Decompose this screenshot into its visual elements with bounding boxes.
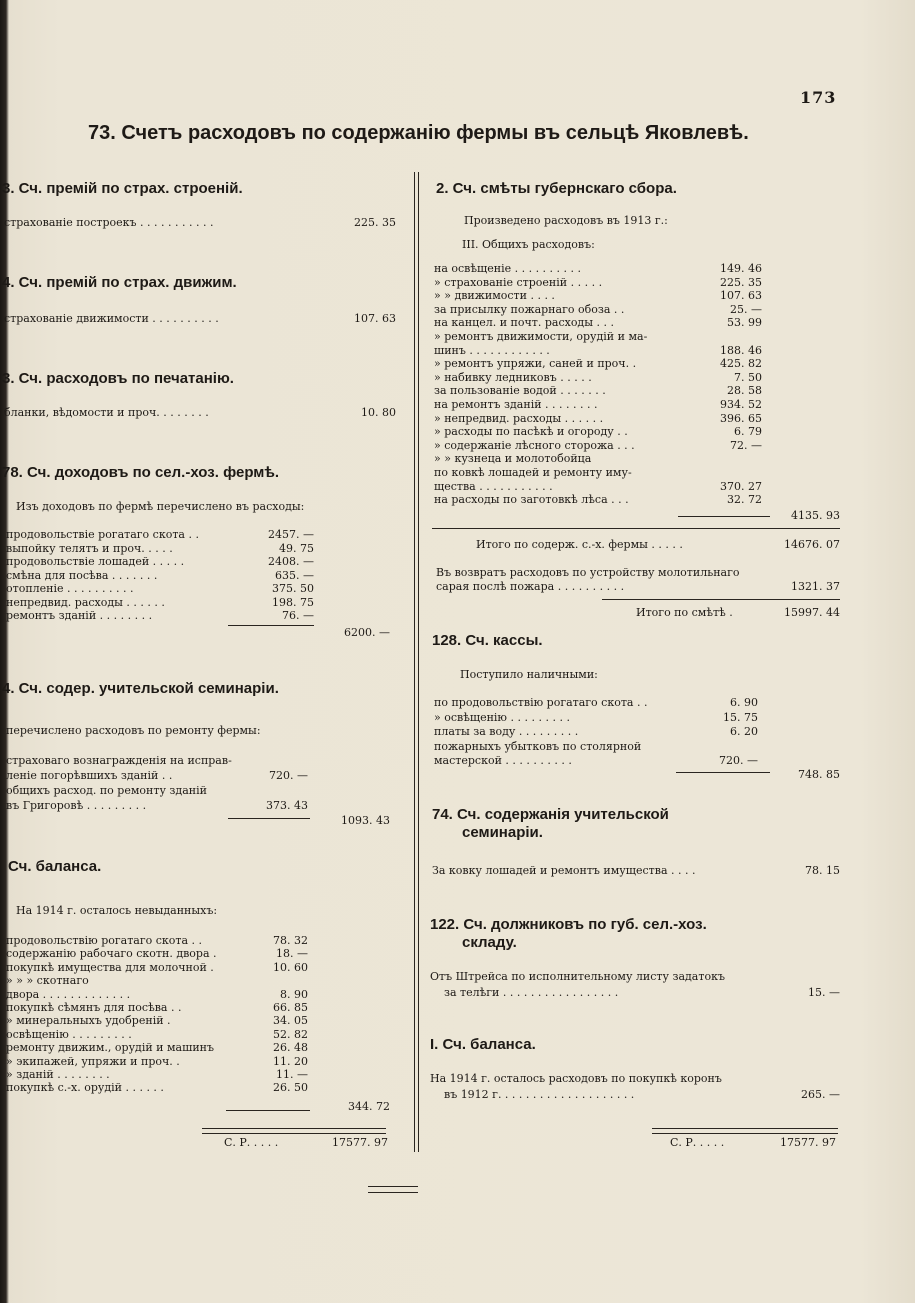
- entry-value: 15. —: [808, 986, 840, 999]
- entry-label: » ремонтъ движимости, орудій и ма-: [434, 330, 648, 343]
- entry-label: продовольствію рогатаго скота . .: [6, 934, 203, 947]
- page-title: 73. Счетъ расходовъ по содержанію фермы въ сельцѣ Яковлевѣ.: [88, 122, 749, 144]
- total-value: 15997. 44: [784, 606, 840, 619]
- entry-label: на освѣщеніе . . . . . . . . . .: [434, 262, 582, 275]
- entry-label: въ 1912 г. . . . . . . . . . . . . . . . . . . .: [444, 1088, 635, 1101]
- entry-value: 52. 82: [273, 1027, 308, 1041]
- entry-value: 6. 20: [730, 725, 758, 738]
- grand-total-label: С. Р. . . . .: [224, 1136, 279, 1149]
- sum-rule: [228, 625, 314, 626]
- grand-total-rule: [652, 1128, 838, 1134]
- sum-rule: [432, 528, 840, 529]
- entry-value: 2457. —: [268, 528, 314, 541]
- entry-label: » непредвид. расходы . . . . . .: [434, 411, 604, 425]
- entry-value: 76. —: [282, 609, 314, 622]
- sum-rule: [228, 818, 310, 819]
- entry-label: » содержаніе лѣсного сторожа . . .: [434, 438, 635, 452]
- entry-value: 78. 32: [273, 934, 308, 947]
- entry-value: 149. 46: [720, 262, 762, 275]
- section-heading: 3. Сч. расходовъ по печатанію.: [2, 370, 234, 387]
- sum-rule: [678, 516, 770, 517]
- entry-value: 635. —: [275, 568, 314, 582]
- column-divider: [418, 172, 419, 1152]
- entry-value: 15. 75: [723, 710, 758, 724]
- entry-label: продовольствіе рогатаго скота . .: [6, 528, 199, 541]
- section-heading: I. Сч. баланса.: [430, 1036, 536, 1053]
- entry-value: 6. 90: [730, 696, 758, 709]
- entry-value: 11. 20: [273, 1054, 308, 1068]
- entry-value: 720. —: [269, 769, 308, 782]
- entry-value: 7. 50: [734, 370, 762, 384]
- entry-label: на ремонтъ зданій . . . . . . . .: [434, 398, 598, 411]
- entry-label: непредвид. расходы . . . . . .: [6, 595, 165, 609]
- entry-value: 34. 05: [273, 1014, 308, 1028]
- section-intro: Изъ доходовъ по фермѣ перечислено въ расходы:: [16, 500, 305, 513]
- section-intro: Поступило наличными:: [460, 668, 598, 681]
- entry-value: 225. 35: [354, 216, 396, 229]
- entry-label: отопленіе . . . . . . . . . .: [6, 582, 134, 595]
- sum-rule: [226, 1110, 310, 1111]
- entry-label: продовольствіе лошадей . . . . .: [6, 555, 185, 568]
- entry-label: » экипажей, упряжи и проч. .: [6, 1054, 180, 1068]
- entry-value: 265. —: [801, 1088, 840, 1101]
- entry-label: » страхованіе строеній . . . . .: [434, 275, 603, 289]
- entry-label: въ Григоровѣ . . . . . . . . .: [6, 799, 147, 812]
- entry-value: 425. 82: [720, 357, 762, 371]
- entry-label: покупкѣ имущества для молочной .: [6, 960, 214, 974]
- end-ornament-rule: [368, 1186, 418, 1193]
- grand-total-value: 17577. 97: [780, 1136, 836, 1149]
- entry-label: шинъ . . . . . . . . . . . .: [434, 343, 550, 357]
- entry-label: страховаго вознагражденія на исправ-: [6, 754, 232, 767]
- section-total: 344. 72: [348, 1100, 390, 1113]
- entry-label: смѣна для посѣва . . . . . . .: [6, 568, 158, 582]
- entry-label: » минеральныхъ удобреній .: [6, 1014, 171, 1028]
- entry-label: На 1914 г. осталось расходовъ по покупкѣ коронъ: [430, 1072, 722, 1085]
- entry-label: За ковку лошадей и ремонтъ имущества . . . .: [432, 864, 696, 877]
- total-value: 14676. 07: [784, 538, 840, 551]
- entry-value: 373. 43: [266, 799, 308, 812]
- entry-label: ремонтъ зданій . . . . . . . .: [6, 609, 153, 622]
- entry-label: Отъ Штрейса по исполнительному листу задатокъ: [430, 970, 725, 983]
- entry-value: 26. 48: [273, 1041, 308, 1055]
- total-label: Итого по смѣтѣ .: [636, 606, 733, 619]
- section-heading: 2. Сч. смѣты губернскаго сбора.: [436, 180, 677, 197]
- entry-label: пожарныхъ убытковъ по столярной: [434, 739, 642, 753]
- entry-value: 26. 50: [273, 1081, 308, 1095]
- section-intro: Произведено расходовъ въ 1913 г.:: [464, 214, 668, 227]
- section-heading: 78. Сч. доходовъ по сел.-хоз. фермѣ.: [2, 464, 280, 481]
- section-intro: На 1914 г. осталось невыданныхъ:: [16, 904, 218, 917]
- entry-value: 18. —: [276, 947, 308, 961]
- entry-value: 72. —: [730, 438, 762, 452]
- entry-label: сарая послѣ пожара . . . . . . . . . .: [436, 580, 625, 593]
- entry-label: » расходы по пасѣкѣ и огороду . .: [434, 425, 628, 439]
- entry-label: по ковкѣ лошадей и ремонту иму-: [434, 466, 632, 479]
- entry-value: 32. 72: [727, 493, 762, 507]
- entry-label: мастерской . . . . . . . . . .: [434, 754, 572, 767]
- section-heading: 74. Сч. содержанія учительской: [432, 806, 669, 823]
- entry-label: на расходы по заготовкѣ лѣса . . .: [434, 493, 629, 507]
- entry-label: покупкѣ с.-х. орудій . . . . . .: [6, 1081, 164, 1095]
- entry-value: 2408. —: [268, 555, 314, 568]
- entry-label: » ремонтъ упряжи, саней и проч. .: [434, 357, 637, 371]
- entry-label: » освѣщенію . . . . . . . . .: [434, 710, 570, 724]
- entry-label: выпойку телятъ и проч. . . . .: [6, 541, 173, 555]
- entry-value: 8. 90: [280, 987, 308, 1001]
- entry-label: общихъ расход. по ремонту зданій: [6, 784, 207, 797]
- entry-value: 225. 35: [720, 275, 762, 289]
- entry-label: на канцел. и почт. расходы . . .: [434, 316, 614, 330]
- entry-label: за пользованіе водой . . . . . . .: [434, 384, 606, 398]
- entry-label: двора . . . . . . . . . . . . .: [6, 987, 131, 1001]
- entry-label: страхованіе построекъ . . . . . . . . . . .: [4, 216, 214, 229]
- section-subtotal: 4135. 93: [791, 509, 840, 522]
- entry-label: ремонту движим., орудій и машинъ: [6, 1041, 214, 1055]
- entry-label: бланки, вѣдомости и проч. . . . . . . .: [4, 406, 209, 419]
- entry-label: » набивку ледниковъ . . . . .: [434, 370, 592, 384]
- page-number: 173: [800, 88, 837, 107]
- entry-value: 375. 50: [272, 582, 314, 595]
- entry-value: 370. 27: [720, 479, 762, 493]
- entry-value: 198. 75: [272, 595, 314, 609]
- entry-label: освѣщенію . . . . . . . . .: [6, 1027, 132, 1041]
- grand-total-value: 17577. 97: [332, 1136, 388, 1149]
- entry-value: 66. 85: [273, 1001, 308, 1014]
- entry-value: 10. 60: [273, 960, 308, 974]
- entry-value: 28. 58: [727, 384, 762, 398]
- entry-label: страхованіе движимости . . . . . . . . . .: [4, 312, 219, 325]
- grand-total-rule: [202, 1128, 386, 1134]
- column-divider: [414, 172, 415, 1152]
- entry-value: 25. —: [730, 302, 762, 316]
- entry-value: 49. 75: [279, 541, 314, 555]
- section-heading: 3. Сч. премій по страх. строеній.: [2, 180, 243, 197]
- sum-rule: [602, 599, 840, 600]
- entry-value: 1321. 37: [791, 580, 840, 593]
- section-heading: Сч. баланса.: [8, 858, 102, 875]
- entry-value: 10. 80: [361, 406, 396, 419]
- entry-label: » » » скотнаго: [6, 974, 89, 988]
- entry-label: содержанію рабочаго скотн. двора .: [6, 947, 217, 961]
- section-heading: 4. Сч. содер. учительской семинаріи.: [2, 680, 279, 697]
- entry-label: за телѣги . . . . . . . . . . . . . . . . .: [444, 986, 619, 999]
- entry-value: 78. 15: [805, 864, 840, 877]
- sum-rule: [676, 772, 770, 773]
- entry-label: платы за воду . . . . . . . . .: [434, 725, 579, 738]
- section-heading: 122. Сч. должниковъ по губ. сел.-хоз.: [430, 916, 707, 933]
- entry-label: » » кузнеца и молотобойца: [434, 452, 592, 466]
- entry-label: по продовольствію рогатаго скота . .: [434, 696, 648, 709]
- entry-value: 53. 99: [727, 316, 762, 330]
- section-heading: складу.: [462, 934, 517, 951]
- entry-label: » зданій . . . . . . . .: [6, 1068, 110, 1081]
- entry-value: 720. —: [719, 754, 758, 767]
- section-heading: 4. Сч. премій по страх. движим.: [2, 274, 237, 291]
- entry-value: 6. 79: [734, 425, 762, 439]
- total-label: Итого по содерж. с.-х. фермы . . . . .: [476, 538, 683, 551]
- entry-label: за присылку пожарнаго обоза . .: [434, 302, 625, 316]
- entry-label: » » движимости . . . .: [434, 289, 555, 303]
- entry-value: 107. 63: [720, 289, 762, 303]
- section-total: 748. 85: [798, 768, 840, 781]
- entry-label: Въ возвратъ расходовъ по устройству молотильнаго: [436, 566, 740, 579]
- entry-value: 188. 46: [720, 343, 762, 357]
- section-heading: семинаріи.: [462, 824, 543, 841]
- entry-value: 396. 65: [720, 411, 762, 425]
- section-total: 6200. —: [344, 626, 390, 639]
- section-total: 1093. 43: [341, 814, 390, 827]
- section-heading: 128. Сч. кассы.: [432, 632, 543, 649]
- entry-label: покупкѣ сѣмянъ для посѣва . .: [6, 1001, 182, 1014]
- entry-value: 107. 63: [354, 312, 396, 325]
- section-subheading: III. Общихъ расходовъ:: [462, 238, 595, 251]
- section-intro: перечислено расходовъ по ремонту фермы:: [6, 724, 261, 737]
- entry-value: 11. —: [276, 1068, 308, 1081]
- entry-label: леніе погорѣвшихъ зданій . .: [6, 769, 173, 782]
- entry-label: щества . . . . . . . . . . .: [434, 479, 553, 493]
- grand-total-label: С. Р. . . . .: [670, 1136, 725, 1149]
- entry-value: 934. 52: [720, 398, 762, 411]
